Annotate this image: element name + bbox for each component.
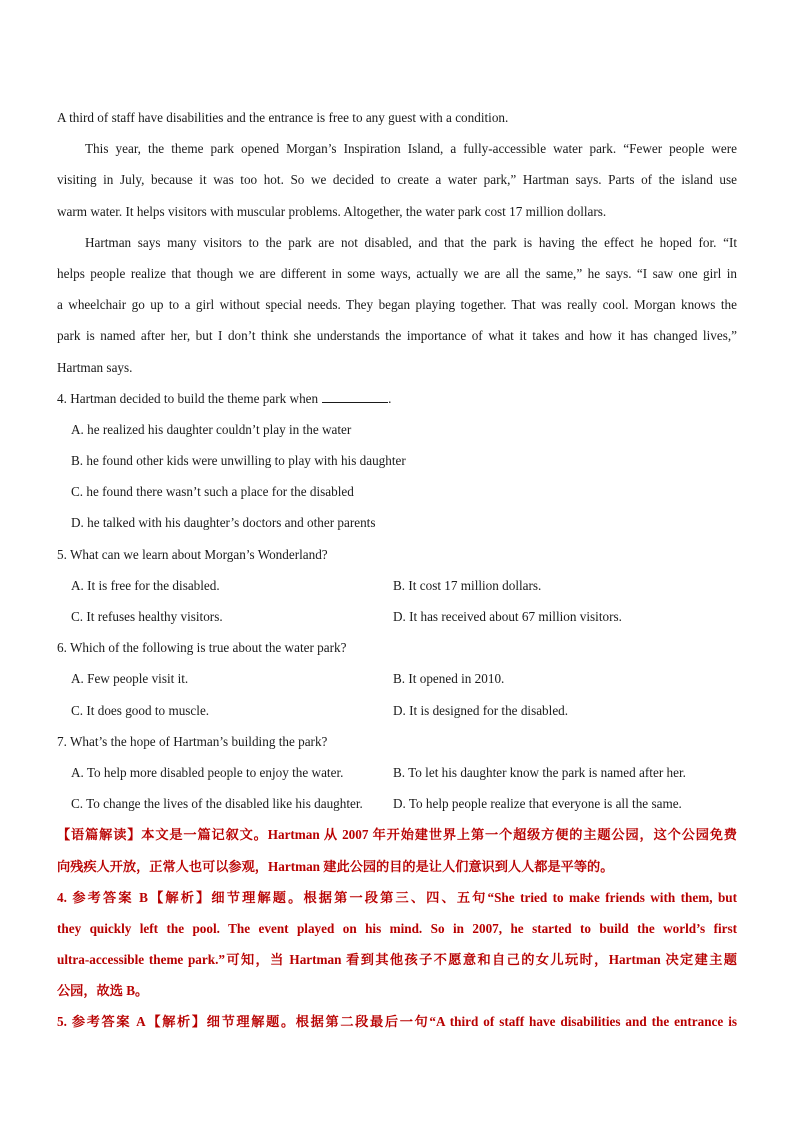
question-4-option-a: A. he realized his daughter couldn’t play in the water: [71, 421, 352, 437]
question-7-option-b: B. To let his daughter know the park is named after her.: [393, 764, 686, 780]
passage-line: A third of staff have disabilities and the entrance is free to any guest with a condition.: [57, 110, 509, 125]
question-4-stem: 4. Hartman decided to build the theme park when .: [57, 383, 737, 414]
document-page: [57, 102, 737, 1038]
answer-analysis: [57, 819, 737, 1037]
analysis-line: ultra-accessible theme park.”可知，当 Hartman 看到其他孩子不愿意和自己的女儿玩时，Hartman 决定建主题: [57, 952, 737, 968]
passage-line: Hartman says many visitors to the park are not disabled, and that the park is having the effect he hoped for. “It: [85, 234, 737, 250]
question-7-stem: 7. What’s the hope of Hartman’s building the park?: [57, 733, 328, 749]
question-5-option-a: A. It is free for the disabled.: [71, 577, 220, 593]
analysis-line: 公园，故选 B。: [57, 983, 149, 999]
analysis-line: 5. 参考答案 A【解析】细节理解题。根据第二段最后一句“A third of staff have disabilities and the entrance is: [57, 1014, 737, 1030]
question-7-option-d: D. To help people realize that everyone is all the same.: [393, 796, 682, 812]
question-5-option-b: B. It cost 17 million dollars.: [393, 577, 542, 593]
question-5-options-row: [57, 601, 737, 632]
answer-blank: [322, 388, 388, 403]
analysis-line: 4. 参考答案 B【解析】细节理解题。根据第一段第三、四、五句“She tried to make friends with them, but: [57, 889, 737, 905]
passage-line: Hartman says.: [57, 359, 133, 375]
question-6-option-a: A. Few people visit it.: [71, 671, 189, 687]
question-7-options-row: [57, 788, 737, 819]
question-7-option-a: A. To help more disabled people to enjoy the water.: [71, 764, 344, 780]
question-5-stem: 5. What can we learn about Morgan’s Wonderland?: [57, 546, 328, 562]
passage-line: visiting in July, because it was too hot. So we decided to create a water park,” Hartman says. Parts of the island use: [57, 172, 737, 188]
passage-line: helps people realize that though we are different in some ways, actually we are all the same,” he says. “I saw one girl in: [57, 265, 737, 281]
question-5-options-row: [57, 570, 737, 601]
question-7-options-row: [57, 757, 737, 788]
question-5-option-d: D. It has received about 67 million visitors.: [393, 609, 622, 624]
question-6-stem: 6. Which of the following is true about the water park?: [57, 640, 347, 656]
question-6-option-d: D. It is designed for the disabled.: [393, 702, 569, 718]
passage-line: a wheelchair go up to a girl without special needs. They began playing together. That was really cool. Morgan knows the: [57, 297, 737, 313]
analysis-line: 向残疾人开放，正常人也可以参观，Hartman 建此公园的目的是让人们意识到人人都是平等的。: [57, 858, 614, 874]
analysis-line: 【语篇解读】本文是一篇记叙文。Hartman 从 2007 年开始建世界上第一个超级方便的主题公园，这个公园免费: [57, 827, 737, 843]
passage-line: park is named after her, but I don’t think she understands the importance of what it takes and how it has changed lives,”: [57, 328, 737, 344]
analysis-line: they quickly left the pool. The event played on his mind. So in 2007, he started to build the world’s first: [57, 920, 737, 936]
question-7-option-c: C. To change the lives of the disabled like his daughter.: [71, 796, 363, 812]
question-4-option-b: B. he found other kids were unwilling to play with his daughter: [71, 453, 406, 469]
question-6-options-row: [57, 695, 737, 726]
question-6-option-c: C. It does good to muscle.: [71, 702, 210, 718]
passage-line: warm water. It helps visitors with muscular problems. Altogether, the water park cost 17 million dollars.: [57, 203, 607, 219]
passage-line: This year, the theme park opened Morgan’s Inspiration Island, a fully-accessible water park. “Fewer people were: [85, 141, 737, 157]
question-4-option-d: D. he talked with his daughter’s doctors and other parents: [71, 515, 376, 531]
question-4-option-c: C. he found there wasn’t such a place for the disabled: [71, 484, 354, 500]
question-5-option-c: C. It refuses healthy visitors.: [71, 609, 223, 624]
question-6-options-row: [57, 663, 737, 694]
question-6-option-b: B. It opened in 2010.: [393, 671, 505, 687]
